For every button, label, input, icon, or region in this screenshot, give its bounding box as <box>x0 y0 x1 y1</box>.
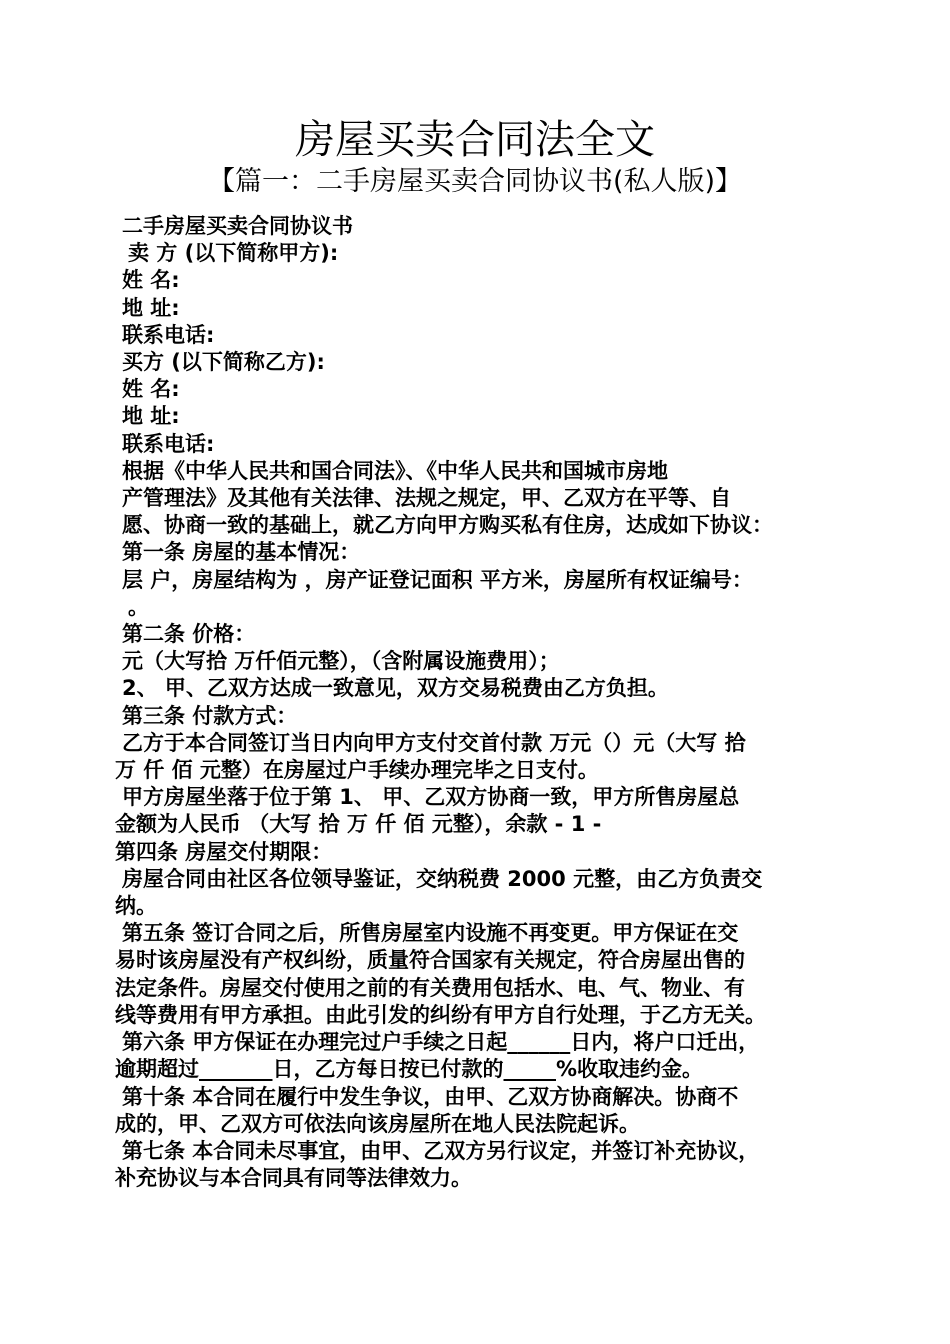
article-5-line-2: 易时该房屋没有产权纠纷，质量符合国家有关规定，符合房屋出售的 <box>115 948 745 973</box>
article-4-heading: 第四条 房屋交付期限： <box>115 839 333 864</box>
article-5-line-4: 线等费用有甲方承担。由此引发的纠纷有甲方自行处理，于乙方无关。 <box>115 1002 766 1027</box>
article-2-line-2: 2、 甲、乙双方达成一致意见，双方交易税费由乙方负担。 <box>122 676 669 701</box>
article-10-line-1: 第十条 本合同在履行中发生争议，由甲、乙双方协商解决。协商不 <box>122 1084 739 1109</box>
seller-name-label: 姓 名: <box>122 268 180 293</box>
article-6-line-1: 第六条 甲方保证在办理完过户手续之日起______日内，将户口迁出， <box>122 1030 760 1055</box>
article-3-heading: 第三条 付款方式： <box>122 703 298 728</box>
preamble-line-1: 根据《中华人民共和国合同法》、《中华人民共和国城市房地 <box>122 458 668 483</box>
document-body <box>115 213 845 1192</box>
article-2-line-1: 元（大写拾 万仟佰元整），（含附属设施费用）； <box>122 649 560 674</box>
article-4-line-2: 纳。 <box>115 894 157 919</box>
article-4-line-1: 房屋合同由社区各位领导鉴证，交纳税费 2000 元整，由乙方负责交 <box>122 866 763 891</box>
article-1-line-1: 层 户，房屋结构为 ，房产证登记面积 平方米，房屋所有权证编号： <box>122 567 753 592</box>
article-2-heading: 第二条 价格： <box>122 622 256 647</box>
seller-phone-label: 联系电话: <box>122 322 215 347</box>
article-6-line-2: 逾期超过_______日，乙方每日按已付款的_____%收取违约金。 <box>115 1057 704 1082</box>
document-title: 房屋买卖合同法全文 <box>295 117 655 163</box>
article-7-line-1: 第七条 本合同未尽事宜，由甲、乙双方另行议定，并签订补充协议， <box>122 1138 760 1163</box>
seller-label: 卖 方 (以下简称甲方): <box>128 241 339 266</box>
article-3-line-1: 乙方于本合同签订当日内向甲方支付交首付款 万元（）元（大写 拾 <box>122 730 746 755</box>
article-3-line-3: 甲方房屋坐落于位于第 1、 甲、乙双方协商一致，甲方所售房屋总 <box>122 785 740 810</box>
article-7-line-2: 补充协议与本合同具有同等法律效力。 <box>115 1166 472 1191</box>
article-1-heading: 第一条 房屋的基本情况： <box>122 540 361 565</box>
preamble-line-3: 愿、协商一致的基础上，就乙方向甲方购买私有住房，达成如下协议： <box>122 513 773 538</box>
article-3-line-2: 万 仟 佰 元整）在房屋过户手续办理完毕之日支付。 <box>115 758 599 783</box>
buyer-phone-label: 联系电话: <box>122 431 215 456</box>
contract-heading: 二手房屋买卖合同协议书 <box>122 214 353 238</box>
seller-address-label: 地 址: <box>122 295 180 320</box>
buyer-name-label: 姓 名: <box>122 377 180 402</box>
article-10-line-2: 成的，甲、乙双方可依法向该房屋所在地人民法院起诉。 <box>115 1111 640 1136</box>
document-subtitle: 【篇一：二手房屋买卖合同协议书(私人版)】 <box>207 166 743 197</box>
article-1-line-2: 。 <box>128 594 149 619</box>
article-5-line-3: 法定条件。房屋交付使用之前的有关费用包括水、电、气、物业、有 <box>115 975 745 1000</box>
article-5-line-1: 第五条 签订合同之后，所售房屋室内设施不再变更。甲方保证在交 <box>122 921 739 946</box>
preamble-line-2: 产管理法》及其他有关法律、法规之规定，甲、乙双方在平等、自 <box>122 486 731 511</box>
article-3-line-4: 金额为人民币 （大写 拾 万 仟 佰 元整），余款 - 1 - <box>115 812 602 837</box>
buyer-label: 买方 (以下简称乙方): <box>122 350 325 375</box>
buyer-address-label: 地 址: <box>122 404 180 429</box>
